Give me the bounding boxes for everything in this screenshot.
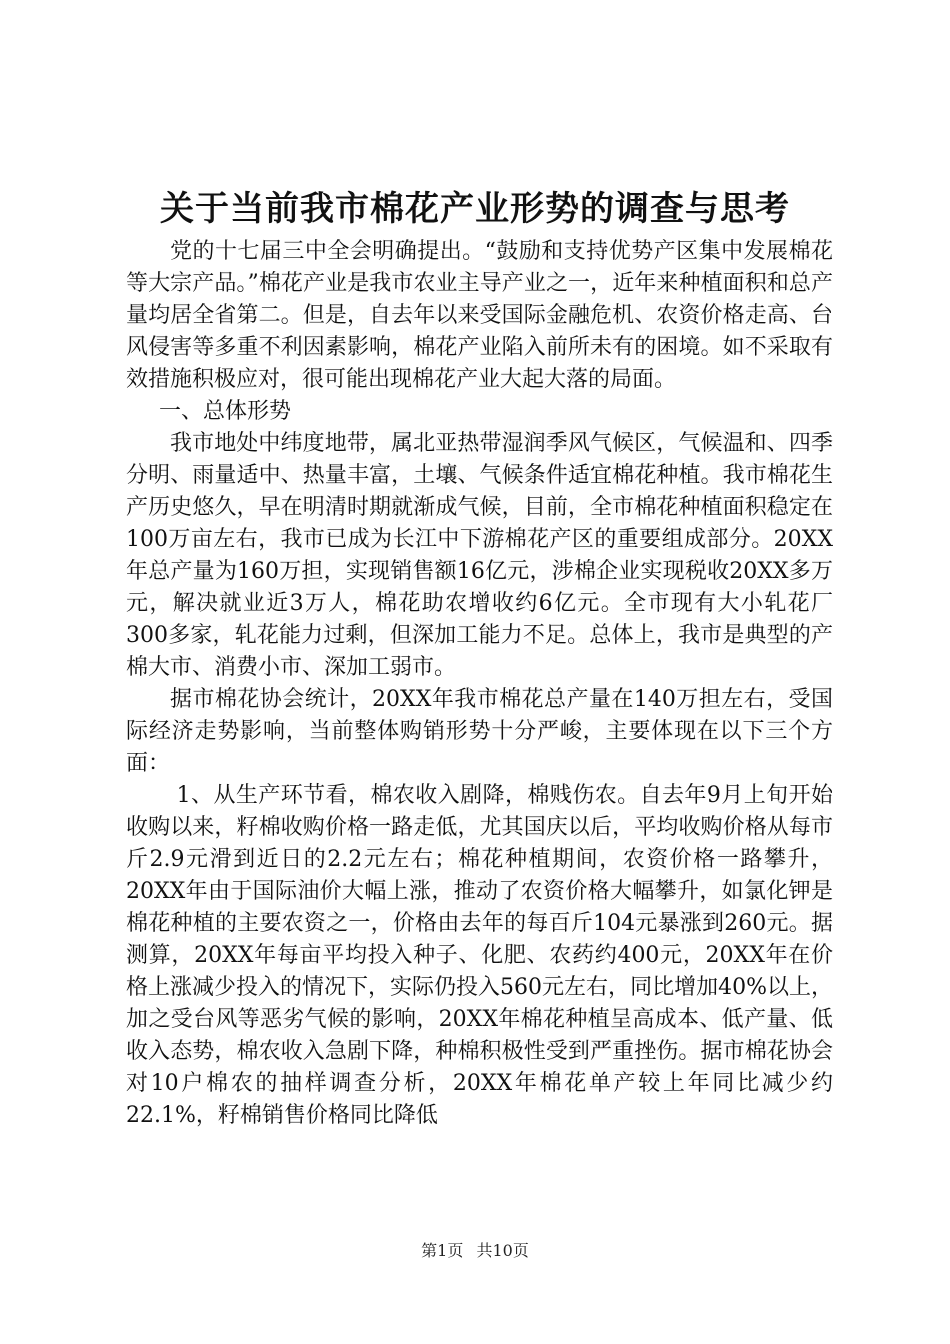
production-paragraph: 1、从生产环节看，棉农收入剧降，棉贱伤农。自去年9月上旬开始收购以来，籽棉收购价格一路走低，尤其国庆以后，平均收购价格从每市斤2.9元滑到近日的2.2元左右；棉花种植期间，农资价格一路攀升，20XX年由于国际油价大幅上涨，推动了农资价格大幅攀升，如氯化钾是棉花种植的主要农资之一，价格由去年的每百斤104元暴涨到260元。据测算，20XX年每亩平均投入种子、化肥、农药约400元，20XX年在价格上涨减少投入的情况下，实际仍投入560元左右，同比增加40%以上，加之受台风等恶劣气候的影响，20XX年棉花种植呈高成本、低产量、低收入态势，棉农收入急剧下降，种棉积极性受到严重挫伤。据市棉花协会对10户棉农的抽样调查分析，20XX年棉花单产较上年同比减少约22.1%，籽棉销售价格同比降低	[126, 783, 833, 1128]
section-heading: 一、总体形势	[159, 399, 292, 424]
document-title: 关于当前我市棉花产业形势的调查与思考	[160, 189, 790, 229]
page-footer	[0, 1240, 950, 1262]
statistics-paragraph: 据市棉花协会统计，20XX年我市棉花总产量在140万担左右，受国际经济走势影响，当前整体购销形势十分严峻，主要体现在以下三个方面：	[126, 687, 833, 776]
document-body	[126, 236, 833, 1132]
intro-paragraph: 党的十七届三中全会明确提出。“鼓励和支持优势产区集中发展棉花等大宗产品。”棉花产业是我市农业主导产业之一，近年来种植面积和总产量均居全省第二。但是，自去年以来受国际金融危机、农资价格走高、台风侵害等多重不利因素影响，棉花产业陷入前所未有的困境。如不采取有效措施积极应对，很可能出现棉花产业大起大落的局面。	[126, 239, 833, 392]
overview-paragraph: 我市地处中纬度地带，属北亚热带湿润季风气候区，气候温和、四季分明、雨量适中、热量丰富，土壤、气候条件适宜棉花种植。我市棉花生产历史悠久，早在明清时期就渐成气候，目前，全市棉花种植面积稳定在100万亩左右，我市已成为长江中下游棉花产区的重要组成部分。20XX年总产量为160万担，实现销售额16亿元，涉棉企业实现税收20XX多万元，解决就业近3万人，棉花助农增收约6亿元。全市现有大小轧花厂300多家，轧花能力过剩，但深加工能力不足。总体上，我市是典型的产棉大市、消费小市、深加工弱市。	[126, 431, 833, 680]
page-total: 共10页	[476, 1241, 529, 1260]
page-number: 第1页	[421, 1241, 464, 1260]
